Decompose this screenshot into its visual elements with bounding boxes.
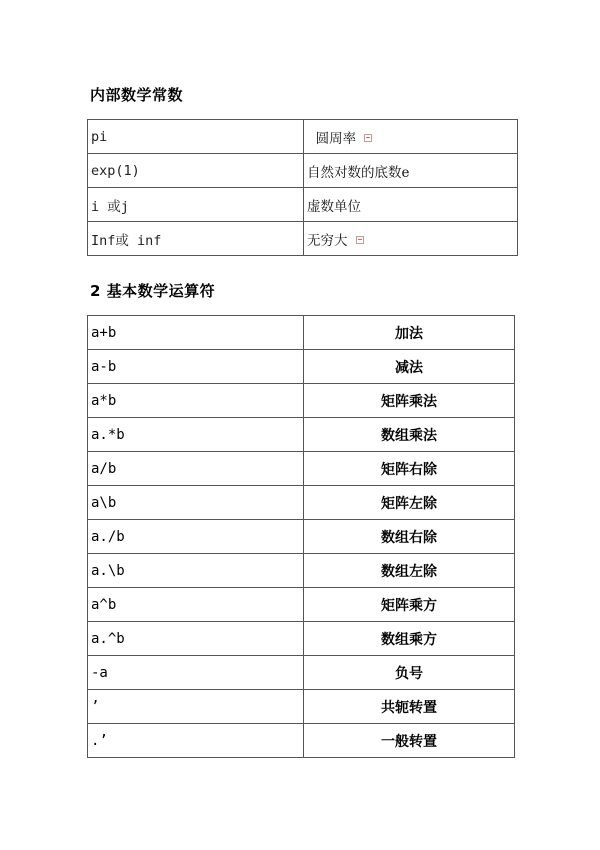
table-row	[88, 622, 515, 656]
operator-symbol: a.*b	[88, 418, 304, 452]
anchor-mark-icon	[356, 236, 364, 244]
constant-desc: 虚数单位	[304, 188, 518, 222]
operator-desc: 矩阵乘法	[304, 384, 515, 418]
operator-symbol: ’	[88, 690, 304, 724]
operator-symbol: a./b	[88, 520, 304, 554]
operator-desc: 矩阵左除	[304, 486, 515, 520]
table-row	[88, 384, 515, 418]
constants-table	[87, 119, 518, 256]
operator-symbol: a+b	[88, 316, 304, 350]
table-row	[88, 350, 515, 384]
operator-desc: 矩阵乘方	[304, 588, 515, 622]
table-row	[88, 520, 515, 554]
constant-desc: 无穷大	[307, 232, 348, 249]
table-row	[88, 418, 515, 452]
constant-desc-cell	[304, 222, 518, 256]
operator-symbol: a*b	[88, 384, 304, 418]
table-row	[88, 724, 515, 758]
operator-desc: 加法	[304, 316, 515, 350]
operator-desc: 数组乘法	[304, 418, 515, 452]
constant-name: Inf或 inf	[88, 222, 304, 256]
table-row	[88, 690, 515, 724]
operator-symbol: a/b	[88, 452, 304, 486]
table-row	[88, 120, 518, 154]
operator-symbol: a.^b	[88, 622, 304, 656]
table-row	[88, 656, 515, 690]
table-row	[88, 316, 515, 350]
operator-desc: 数组乘方	[304, 622, 515, 656]
operator-desc: 共轭转置	[304, 690, 515, 724]
operator-symbol: a^b	[88, 588, 304, 622]
operator-desc: 负号	[304, 656, 515, 690]
operator-desc: 矩阵右除	[304, 452, 515, 486]
constant-name: i 或j	[88, 188, 304, 222]
constant-desc: 自然对数的底数e	[304, 154, 518, 188]
operator-symbol: -a	[88, 656, 304, 690]
section-constants-title: 内部数学常数	[90, 86, 184, 104]
operator-symbol: a.\b	[88, 554, 304, 588]
operator-desc: 数组左除	[304, 554, 515, 588]
section-operators-title: 2 基本数学运算符	[90, 282, 216, 300]
table-row	[88, 222, 518, 256]
operators-table	[87, 315, 515, 758]
operator-desc: 一般转置	[304, 724, 515, 758]
constant-name: exp(1)	[88, 154, 304, 188]
constant-desc-cell	[304, 120, 518, 154]
operator-symbol: .’	[88, 724, 304, 758]
operator-desc: 减法	[304, 350, 515, 384]
constant-desc: 圆周率	[315, 130, 357, 147]
table-row	[88, 554, 515, 588]
table-row	[88, 486, 515, 520]
operator-symbol: a\b	[88, 486, 304, 520]
constant-name: pi	[88, 120, 304, 154]
operator-symbol: a-b	[88, 350, 304, 384]
table-row	[88, 588, 515, 622]
anchor-mark-icon	[364, 134, 372, 142]
operator-desc: 数组右除	[304, 520, 515, 554]
table-row	[88, 452, 515, 486]
table-row	[88, 188, 518, 222]
table-row	[88, 154, 518, 188]
